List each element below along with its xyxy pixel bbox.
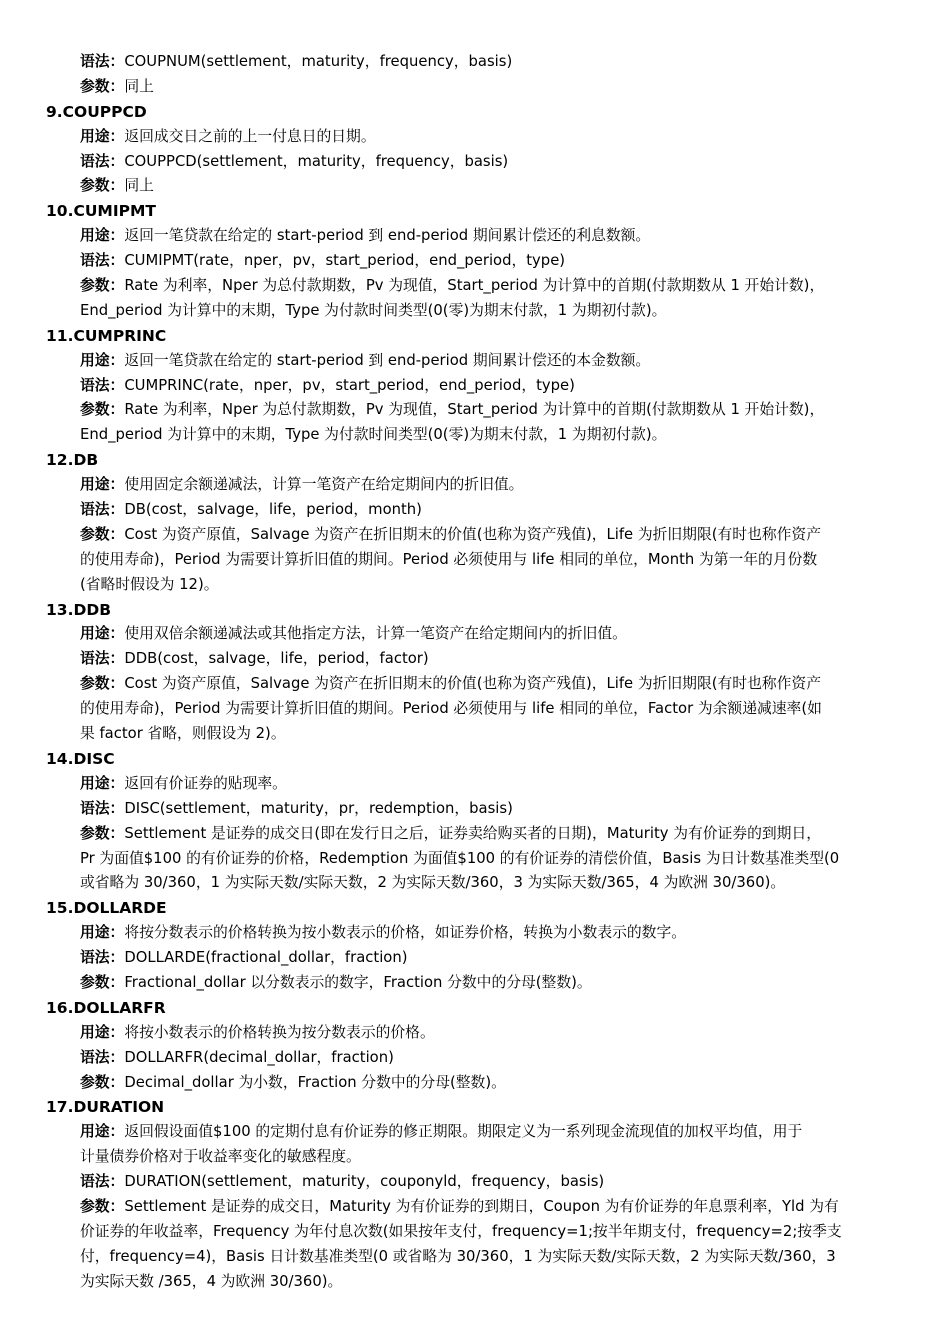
params-line-continued: Pr 为面值$100 的有价证券的价格，Redemption 为面值$100 的有价证券的清偿价值，Basis 为日计数基准类型(0 bbox=[80, 849, 840, 867]
params-label: 参数： bbox=[80, 525, 125, 543]
syntax-line bbox=[0, 946, 950, 971]
params-text: Rate 为利率，Nper 为总付款期数，Pv 为现值，Start_period 为计算中的首期(付款期数从 1 开始计数)， bbox=[124, 277, 825, 295]
syntax-label: 语法： bbox=[80, 1048, 125, 1066]
syntax-line bbox=[0, 374, 950, 399]
usage-text: 将按小数表示的价格转换为按分数表示的价格。 bbox=[124, 1023, 435, 1041]
usage-text: 返回假设面值$100 的定期付息有价证券的修正期限。期限定义为一系列现金流现值的加权平均值，用于 bbox=[124, 1123, 803, 1141]
params-label: 参数： bbox=[80, 1197, 125, 1215]
usage-label: 用途： bbox=[80, 227, 125, 245]
params-label: 参数： bbox=[80, 277, 125, 295]
params-line bbox=[0, 672, 950, 697]
section-heading: 17.DURATION bbox=[46, 1098, 165, 1117]
usage-line bbox=[0, 473, 950, 498]
syntax-text: DURATION(settlement，maturity，couponyld，frequency，basis) bbox=[124, 1173, 605, 1191]
section-heading: 15.DOLLARDE bbox=[46, 899, 167, 918]
syntax-label: 语法： bbox=[80, 1173, 125, 1191]
usage-label: 用途： bbox=[80, 625, 125, 643]
syntax-text: COUPPCD(settlement，maturity，frequency，basis) bbox=[124, 152, 509, 170]
params-line-continued: End_period 为计算中的末期，Type 为付款时间类型(0(零)为期末付款，1 为期初付款)。 bbox=[80, 426, 667, 444]
params-label: 参数： bbox=[80, 675, 125, 693]
usage-label: 用途： bbox=[80, 127, 125, 145]
params-line-continued: 的使用寿命)，Period 为需要计算折旧值的期间。Period 必须使用与 life 相同的单位，Month 为第一年的月份数 bbox=[80, 550, 818, 568]
section-heading: 11.CUMPRINC bbox=[46, 326, 167, 345]
usage-text: 使用固定余额递减法，计算一笔资产在给定期间内的折旧值。 bbox=[124, 476, 524, 494]
section-heading: 12.DB bbox=[46, 451, 99, 470]
params-line-continued: End_period 为计算中的末期，Type 为付款时间类型(0(零)为期末付款，1 为期初付款)。 bbox=[80, 301, 667, 319]
params-line-continued: 果 factor 省略，则假设为 2)。 bbox=[80, 725, 286, 743]
params-label: 参数： bbox=[80, 401, 125, 419]
syntax-text: CUMPRINC(rate，nper，pv，start_period，end_period，type) bbox=[124, 376, 575, 394]
section-heading: 14.DISC bbox=[46, 749, 115, 768]
usage-text: 返回有价证券的贴现率。 bbox=[124, 774, 287, 792]
params-line-continued: 付，frequency=4)，Basis 日计数基准类型(0 或省略为 30/360，1 为实际天数/实际天数，2 为实际天数/360，3 bbox=[80, 1247, 836, 1265]
syntax-label: 语法： bbox=[80, 376, 125, 394]
params-text: 同上 bbox=[124, 177, 154, 195]
syntax-label: 语法： bbox=[80, 53, 125, 70]
params-line bbox=[0, 75, 950, 100]
syntax-text: DB(cost，salvage，life，period，month) bbox=[124, 501, 422, 519]
usage-line bbox=[0, 921, 950, 946]
usage-text: 返回成交日之前的上一付息日的日期。 bbox=[124, 127, 376, 145]
section-heading: 9.COUPPCD bbox=[46, 102, 147, 121]
params-line bbox=[0, 1071, 950, 1096]
usage-line-continued: 计量债券价格对于收益率变化的敏感程度。 bbox=[80, 1148, 361, 1166]
syntax-text: DOLLARFR(decimal_dollar，fraction) bbox=[124, 1048, 394, 1066]
syntax-label: 语法： bbox=[80, 501, 125, 519]
syntax-label: 语法： bbox=[80, 949, 125, 967]
usage-label: 用途： bbox=[80, 351, 125, 369]
params-line bbox=[0, 1195, 950, 1220]
params-line-continued: 为实际天数 /365，4 为欧洲 30/360)。 bbox=[80, 1272, 343, 1290]
params-label: 参数： bbox=[80, 973, 125, 991]
syntax-line bbox=[0, 647, 950, 672]
section-heading: 16.DOLLARFR bbox=[46, 998, 166, 1017]
params-label: 参数： bbox=[80, 1073, 125, 1091]
params-text: Settlement 是证券的成交日(即在发行日之后，证券卖给购买者的日期)，Maturity 为有价证券的到期日， bbox=[124, 824, 822, 842]
usage-text: 返回一笔贷款在给定的 start-period 到 end-period 期间累计偿还的本金数额。 bbox=[124, 351, 651, 369]
usage-text: 将按分数表示的价格转换为按小数表示的价格，如证券价格，转换为小数表示的数字。 bbox=[124, 924, 687, 942]
syntax-text: CUMIPMT(rate，nper，pv，start_period，end_period，type) bbox=[124, 252, 566, 270]
params-line bbox=[0, 174, 950, 199]
syntax-line bbox=[0, 498, 950, 523]
syntax-line bbox=[0, 1170, 950, 1195]
params-line-continued: 的使用寿命)，Period 为需要计算折旧值的期间。Period 必须使用与 life 相同的单位，Factor 为余额递减速率(如 bbox=[80, 700, 822, 718]
syntax-text: DISC(settlement，maturity，pr，redemption，basis) bbox=[124, 799, 513, 817]
usage-line bbox=[0, 1120, 950, 1145]
syntax-line bbox=[0, 150, 950, 175]
usage-line bbox=[0, 622, 950, 647]
syntax-text: COUPNUM(settlement，maturity，frequency，basis) bbox=[124, 53, 513, 70]
usage-text: 返回一笔贷款在给定的 start-period 到 end-period 期间累计偿还的利息数额。 bbox=[124, 227, 651, 245]
params-text: Cost 为资产原值，Salvage 为资产在折旧期末的价值(也称为资产残值)，Life 为折旧期限(有时也称作资产 bbox=[124, 525, 821, 543]
section-heading: 10.CUMIPMT bbox=[46, 202, 156, 221]
usage-label: 用途： bbox=[80, 924, 125, 942]
syntax-line bbox=[0, 249, 950, 274]
params-line bbox=[0, 274, 950, 299]
params-text: 同上 bbox=[124, 77, 154, 95]
params-line bbox=[0, 971, 950, 996]
params-line bbox=[0, 398, 950, 423]
syntax-text: DOLLARDE(fractional_dollar，fraction) bbox=[124, 949, 408, 967]
params-line bbox=[0, 523, 950, 548]
params-text: Decimal_dollar 为小数，Fraction 分数中的分母(整数)。 bbox=[124, 1073, 506, 1091]
usage-text: 使用双倍余额递减法或其他指定方法，计算一笔资产在给定期间内的折旧值。 bbox=[124, 625, 627, 643]
usage-line bbox=[0, 224, 950, 249]
params-line-continued: 价证券的年收益率，Frequency 为年付息次数(如果按年支付，frequency=1;按半年期支付，frequency=2;按季支 bbox=[80, 1222, 842, 1240]
document-page bbox=[0, 50, 950, 1295]
usage-line bbox=[0, 125, 950, 150]
syntax-line bbox=[0, 1046, 950, 1071]
usage-line bbox=[0, 1021, 950, 1046]
params-text: Settlement 是证券的成交日，Maturity 为有价证券的到期日，Coupon 为有价证券的年息票利率，Yld 为有 bbox=[124, 1197, 839, 1215]
section-heading: 13.DDB bbox=[46, 600, 112, 619]
params-text: Rate 为利率，Nper 为总付款期数，Pv 为现值，Start_period 为计算中的首期(付款期数从 1 开始计数)， bbox=[124, 401, 825, 419]
usage-label: 用途： bbox=[80, 1023, 125, 1041]
syntax-label: 语法： bbox=[80, 252, 125, 270]
usage-label: 用途： bbox=[80, 774, 125, 792]
params-text: Fractional_dollar 以分数表示的数字，Fraction 分数中的分母(整数)。 bbox=[124, 973, 592, 991]
params-line-continued: (省略时假设为 12)。 bbox=[80, 575, 219, 593]
syntax-label: 语法： bbox=[80, 799, 125, 817]
params-label: 参数： bbox=[80, 177, 125, 195]
syntax-line bbox=[0, 50, 950, 75]
params-text: Cost 为资产原值，Salvage 为资产在折旧期末的价值(也称为资产残值)，Life 为折旧期限(有时也称作资产 bbox=[124, 675, 821, 693]
params-line-continued: 或省略为 30/360，1 为实际天数/实际天数，2 为实际天数/360，3 为实际天数/365，4 为欧洲 30/360)。 bbox=[80, 874, 786, 892]
usage-label: 用途： bbox=[80, 1123, 125, 1141]
syntax-label: 语法： bbox=[80, 650, 125, 668]
params-label: 参数： bbox=[80, 824, 125, 842]
params-label: 参数： bbox=[80, 77, 125, 95]
params-line bbox=[0, 822, 950, 847]
syntax-line bbox=[0, 797, 950, 822]
usage-line bbox=[0, 772, 950, 797]
syntax-text: DDB(cost，salvage，life，period，factor) bbox=[124, 650, 429, 668]
usage-line bbox=[0, 349, 950, 374]
syntax-label: 语法： bbox=[80, 152, 125, 170]
usage-label: 用途： bbox=[80, 476, 125, 494]
